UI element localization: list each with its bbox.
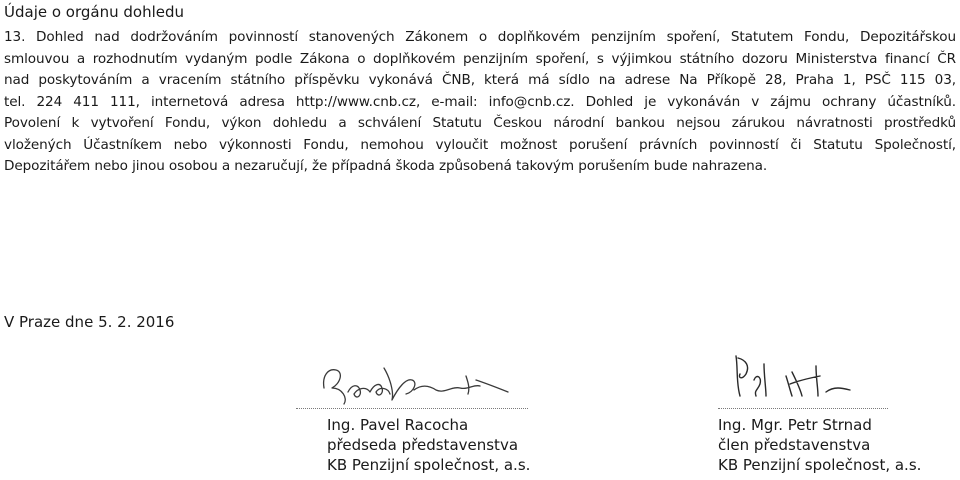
clause-line: tel. 224 411 111, internetová adresa http://www.cnb.cz, e-mail: info@cnb.cz. Dohled je vykonáván v zájmu ochrany účastníků. <box>4 93 956 110</box>
signatory-role: člen představenstva <box>718 436 871 454</box>
clause-line: Povolení k vytvoření Fondu, výkon dohledu a schválení Statutu Českou národní bankou nejsou zárukou návratnosti prostředků <box>4 115 956 131</box>
signatory-company: KB Penzijní společnost, a.s. <box>718 456 922 474</box>
signatory-role: předseda představenstva <box>327 436 519 454</box>
signature-racocha-image <box>318 358 518 408</box>
signature-line-right <box>718 408 888 409</box>
signatory-block-racocha <box>327 415 530 475</box>
section-heading: Údaje o orgánu dohledu <box>4 3 185 21</box>
signatory-name: Ing. Mgr. Petr Strnad <box>718 416 872 434</box>
clause-13-text <box>4 27 956 178</box>
signatory-company: KB Penzijní společnost, a.s. <box>327 456 531 474</box>
signatory-name: Ing. Pavel Racocha <box>327 416 469 434</box>
signature-strnad-image <box>730 352 870 402</box>
clause-line: 13. Dohled nad dodržováním povinností stanovených Zákonem o doplňkovém penzijním spoření, Statutem Fondu, Depozitářskou <box>4 29 956 45</box>
clause-line: smlouvou a rozhodnutím vydaným podle Zákona o doplňkovém penzijním spoření, s výjimkou státního dozoru Ministerstva financí ČR <box>4 50 956 67</box>
signature-line-left <box>296 408 528 409</box>
place-and-date: V Praze dne 5. 2. 2016 <box>4 313 175 331</box>
clause-line: Depozitářem nebo jinou osobou a nezaručují, že případná škoda způsobená takovým porušením bude nahrazena. <box>4 158 768 174</box>
clause-line: vložených Účastníkem nebo výkonnosti Fondu, nemohou vyloučit možnost porušení právních povinností či Statutu Společností, <box>4 136 956 153</box>
clause-line: nad poskytováním a vracením státního příspěvku vykonává ČNB, která má sídlo na adrese Na Příkopě 28, Praha 1, PSČ 115 03, <box>4 72 956 88</box>
signatory-block-strnad <box>718 415 921 475</box>
